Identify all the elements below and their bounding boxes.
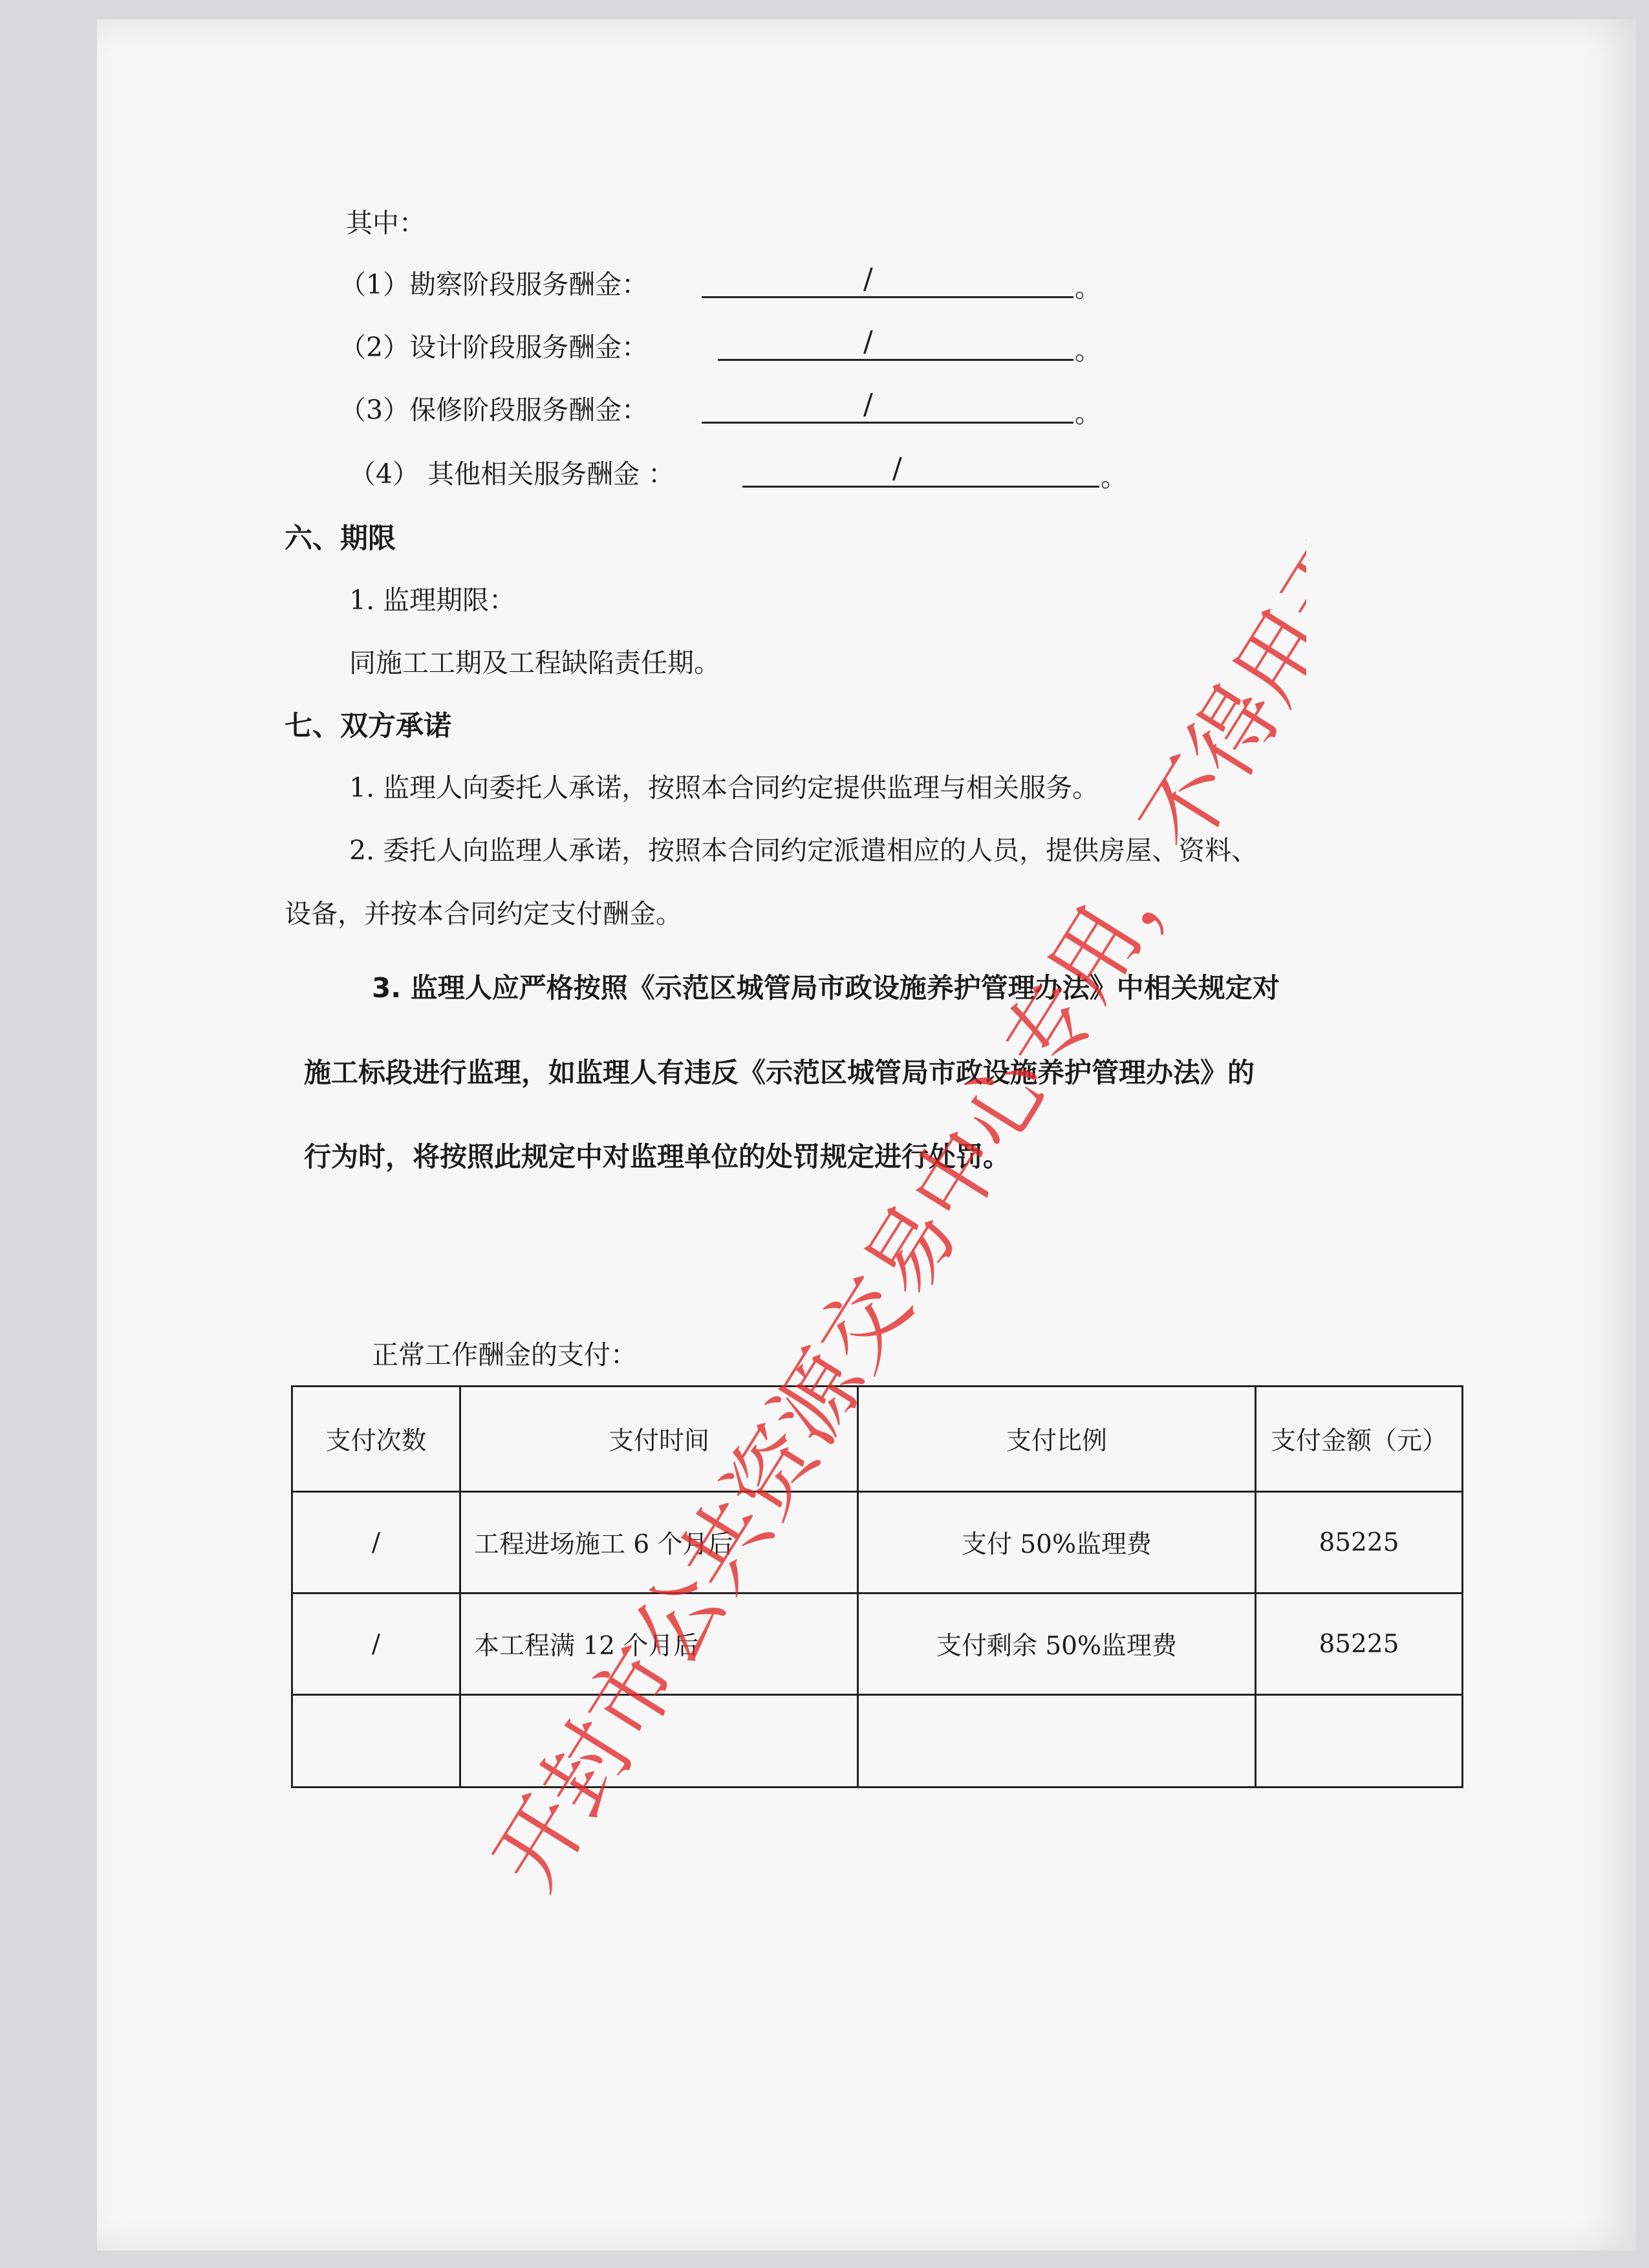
promise-item-1: 1. 监理人向委托人承诺，按照本合同约定提供监理与相关服务。 (349, 772, 1099, 803)
table-row (292, 1593, 1463, 1695)
header-cell: 支付次数 (292, 1387, 460, 1492)
term-text: 同施工工期及工程缺陷责任期。 (349, 647, 720, 678)
fee-end: 。 (1075, 272, 1101, 303)
promise-item-2-line-1: 2. 委托人向监理人承诺，按照本合同约定派遣相应的人员，提供房屋、资料、 (349, 835, 1258, 866)
table-row (292, 1695, 1463, 1787)
table-cell: 工程进场施工 6 个月后 (460, 1492, 858, 1593)
payment-table (291, 1385, 1463, 1788)
table-cell (460, 1695, 858, 1787)
fee-end: 。 (1101, 462, 1127, 493)
promise-item-3-line-3: 行为时，将按照此规定中对监理单位的处罚规定进行处罚。 (304, 1141, 1011, 1172)
table-cell: / (292, 1593, 460, 1695)
term-subheading: 1. 监理期限： (349, 585, 516, 616)
header-cell: 支付比例 (858, 1387, 1256, 1492)
fee-label: （3）保修阶段服务酬金： (339, 394, 649, 426)
table-cell (858, 1695, 1256, 1787)
fee-underline (742, 486, 1099, 488)
table-cell (1256, 1695, 1463, 1787)
section-heading-promise: 七、双方承诺 (285, 710, 451, 742)
fee-end: 。 (1075, 398, 1101, 429)
table-cell: / (292, 1492, 460, 1593)
header-cell: 支付时间 (460, 1387, 858, 1492)
table-header-row (292, 1387, 1463, 1492)
table-cell: 85225 (1256, 1492, 1463, 1593)
fee-label: （1）勘察阶段服务酬金： (339, 269, 649, 300)
promise-item-3-line-1: 3. 监理人应严格按照《示范区城管局市政设施养护管理办法》中相关规定对 (372, 972, 1280, 1004)
table-cell: 85225 (1256, 1593, 1463, 1695)
promise-item-3-line-2: 施工标段进行监理，如监理人有违反《示范区城管局市政设施养护管理办法》的 (304, 1057, 1255, 1088)
table-row (292, 1492, 1463, 1593)
fee-underline (702, 422, 1073, 424)
header-cell: 支付金额（元） (1256, 1387, 1463, 1492)
payment-caption: 正常工作酬金的支付： (372, 1339, 637, 1370)
fee-label: （4） 其他相关服务酬金 ： (349, 459, 675, 490)
promise-item-2-line-2: 设备，并按本合同约定支付酬金。 (285, 898, 682, 929)
table-cell (292, 1695, 460, 1787)
section-heading-term: 六、期限 (285, 523, 396, 555)
fee-end: 。 (1075, 335, 1101, 366)
fees-intro: 其中： (346, 208, 426, 239)
fee-underline (702, 296, 1073, 298)
fee-value: / (863, 388, 873, 421)
fee-value: / (863, 263, 873, 296)
fee-value: / (863, 325, 873, 358)
fee-underline (718, 359, 1073, 361)
table-cell: 支付剩余 50%监理费 (858, 1593, 1256, 1695)
table-cell: 本工程满 12 个月后 (460, 1593, 858, 1695)
table-cell: 支付 50%监理费 (858, 1492, 1256, 1593)
fee-value: / (892, 452, 902, 485)
fee-label: （2）设计阶段服务酬金： (339, 332, 649, 363)
